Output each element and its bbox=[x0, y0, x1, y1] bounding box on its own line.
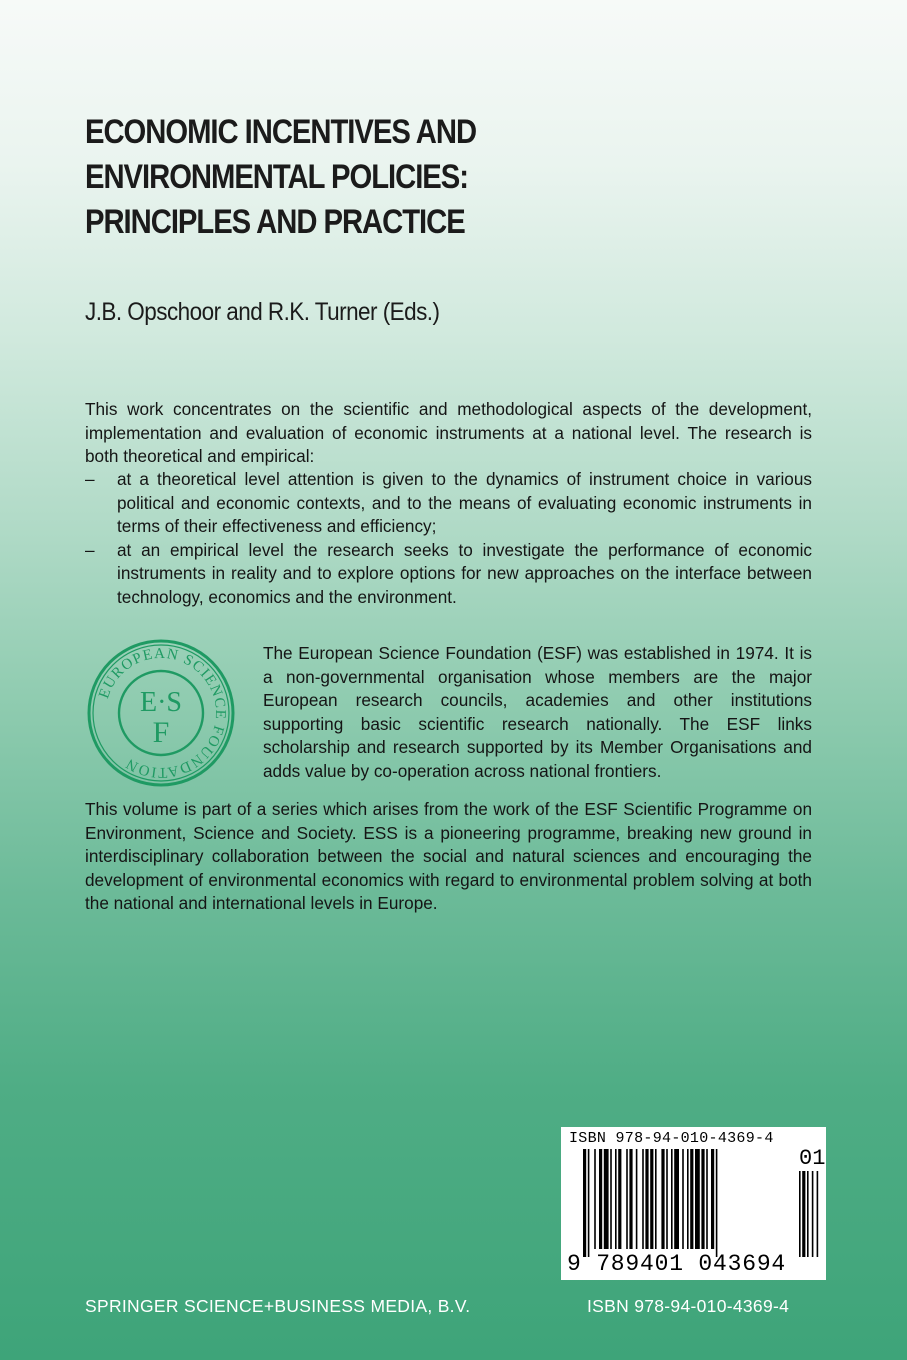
barcode-bar bbox=[588, 1149, 590, 1257]
title-line-1: ECONOMIC INCENTIVES AND bbox=[85, 113, 477, 151]
barcode-bar bbox=[583, 1149, 586, 1257]
barcode-addon-bar bbox=[812, 1171, 814, 1257]
barcode-bar bbox=[615, 1149, 617, 1249]
barcode-addon-bar bbox=[817, 1171, 819, 1257]
barcode-bar bbox=[695, 1149, 700, 1249]
esf-description: The European Science Foundation (ESF) was established in 1974. It is a non-governmental organisation whose members are the major European research councils, academies and other institutions supporting basic scientific research nationally. The ESF links scholarship and research supported by its Member Organisations and adds value by co-operation across national frontiers. bbox=[263, 643, 812, 781]
barcode-bar bbox=[604, 1149, 609, 1249]
barcode-bar bbox=[650, 1149, 653, 1249]
barcode-bar bbox=[655, 1149, 657, 1249]
barcode-bar bbox=[661, 1149, 664, 1249]
barcode-bar bbox=[690, 1149, 693, 1249]
title-line-2: ENVIRONMENTAL POLICIES: bbox=[85, 158, 468, 196]
series-description: This volume is part of a series which arises from the work of the ESF Scientific Programme on Environment, Science and Society. ESS is a pioneering programme, breaking new ground in interdisciplinary collaboration between the social and natural sciences and encouraging the development of environmental economics with regard to environmental problem solving at both the national and international levels in Europe. bbox=[85, 799, 812, 913]
barcode-bar bbox=[701, 1149, 704, 1249]
bullet-list bbox=[85, 468, 812, 609]
bullet-dash: – bbox=[85, 539, 95, 560]
barcode-bar bbox=[671, 1149, 673, 1249]
barcode-bar bbox=[716, 1149, 718, 1257]
book-title bbox=[85, 110, 704, 245]
barcode-addon-bar bbox=[802, 1171, 805, 1257]
bullet-text: at an empirical level the research seeks to investigate the performance of economic instruments in reality and to explore options for new approaches on the interface between technology, economics and the environment. bbox=[117, 539, 812, 607]
barcode-bar bbox=[618, 1149, 621, 1249]
barcode-bar bbox=[706, 1149, 708, 1249]
barcode-bar bbox=[682, 1149, 684, 1249]
barcode-bar bbox=[645, 1149, 648, 1249]
bullet-item-theoretical bbox=[85, 468, 812, 539]
barcode-addon: 01 bbox=[799, 1146, 826, 1171]
barcode-bar bbox=[674, 1149, 679, 1249]
barcode-isbn-label: ISBN 978-94-010-4369-4 bbox=[569, 1130, 774, 1147]
barcode-bar bbox=[594, 1149, 596, 1249]
title-line-3: PRINCIPLES AND PRACTICE bbox=[85, 203, 465, 241]
bullet-text: at a theoretical level attention is given to the dynamics of instrument choice in various political and economic contexts, and to the means of evaluating economic instruments in terms of their effectiveness and efficiency; bbox=[117, 469, 812, 536]
barcode-bar bbox=[629, 1149, 632, 1249]
esf-logo bbox=[86, 638, 236, 788]
intro-paragraph: This work concentrates on the scientific and methodological aspects of the development, implementation and evaluation of economic instruments at a national level. The research is both theoretical and empirical: bbox=[85, 399, 812, 466]
barcode-bar bbox=[626, 1149, 628, 1249]
barcode-bar bbox=[642, 1149, 644, 1249]
barcode-bar bbox=[599, 1149, 602, 1249]
barcode-bar bbox=[636, 1149, 638, 1249]
logo-ring-text: EUROPEAN SCIENCE FOUNDATION bbox=[96, 645, 229, 781]
logo-letter-f: F bbox=[152, 716, 170, 749]
barcode-bar bbox=[666, 1149, 668, 1249]
barcode-addon-bar bbox=[799, 1171, 801, 1257]
barcode-bar bbox=[687, 1149, 689, 1249]
editors: J.B. Opschoor and R.K. Turner (Eds.) bbox=[85, 298, 440, 326]
barcode-digits: 9 789401 043694 bbox=[567, 1251, 787, 1277]
barcode-bar bbox=[711, 1149, 714, 1249]
publisher: SPRINGER SCIENCE+BUSINESS MEDIA, B.V. bbox=[85, 1296, 471, 1316]
footer-isbn: ISBN 978-94-010-4369-4 bbox=[587, 1296, 790, 1316]
barcode-bar bbox=[610, 1149, 612, 1249]
barcode-addon-bar bbox=[807, 1171, 809, 1257]
bullet-item-empirical bbox=[85, 539, 812, 610]
bullet-dash: – bbox=[85, 469, 95, 489]
logo-letters-es: E·S bbox=[140, 687, 182, 718]
barcode bbox=[561, 1127, 826, 1280]
